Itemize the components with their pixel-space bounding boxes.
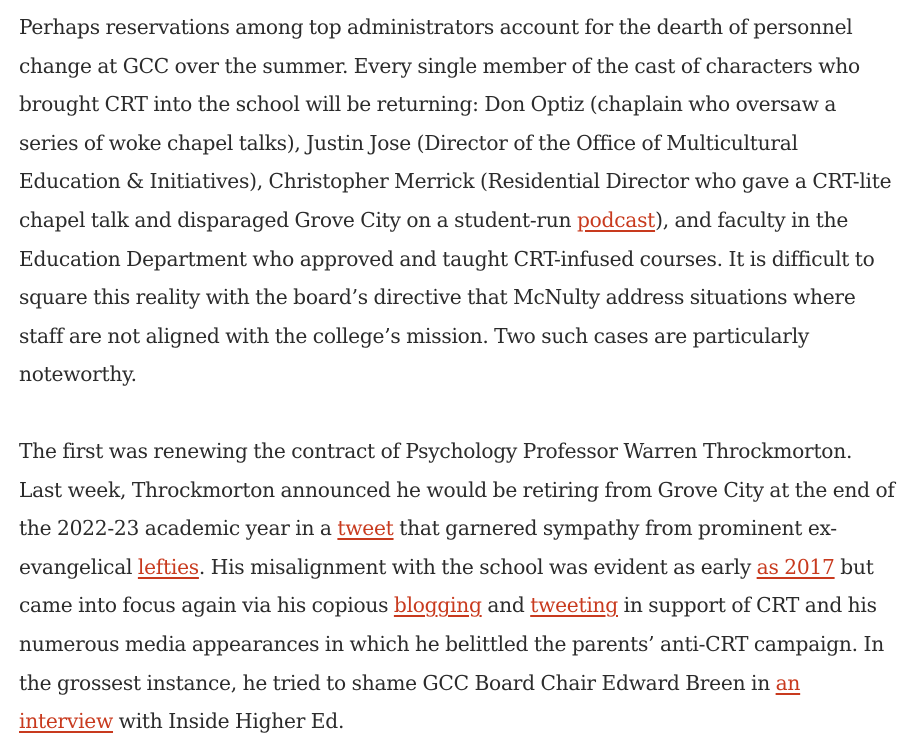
as-2017-link[interactable]: as 2017 [756,554,835,579]
paragraph-personnel-change [19,8,899,394]
paragraph-text: that garnered sympathy from prominent ex-evangelical [19,516,837,579]
paragraph-text: but came into focus again via his copious [19,554,874,618]
paragraph-throckmorton [19,432,899,741]
blogging-link[interactable]: blogging [393,593,482,618]
paragraph-text: ), and faculty in the Education Department who approved and taught CRT-infused courses. It is difficult to square this reality with the board’s directive that McNulty address situations where staff are not aligned with the college’s mission. Two such cases are particularly noteworthy. [19,207,875,387]
tweeting-link[interactable]: tweeting [530,593,618,618]
paragraph-text: with Inside Higher Ed. [113,709,345,734]
lefties-link[interactable]: lefties [137,554,199,579]
podcast-link[interactable]: podcast [576,207,656,232]
interview-link[interactable]: an interview [19,670,801,734]
paragraph-text: and [481,593,531,618]
paragraph-text: Perhaps reservations among top administrators account for the dearth of personnel change at GCC over the summer. Every single member of the cast of characters who brought CRT into the school will be returning: Don Optiz (chaplain who oversaw a series of woke chapel talks), Justin Jose (Director of the Office of Multicultural Education & Initiatives), Christopher Merrick (Residential Director who gave a CRT-lite chapel talk and disparaged Grove City on a student-run [19,15,892,232]
tweet-link[interactable]: tweet [337,516,394,541]
paragraph-text: . His misalignment with the school was evident as early [198,554,757,579]
article-body [19,8,899,741]
paragraph-text: in support of CRT and his numerous media appearances in which he belittled the parents’ anti-CRT campaign. In the grossest instance, he tried to shame GCC Board Chair Edward Breen in [19,593,884,695]
paragraph-text: The first was renewing the contract of Psychology Professor Warren Throckmorton. Last week, Throckmorton announced he would be retiring from Grove City at the end of the 2022-23 academic year in a [19,438,895,541]
